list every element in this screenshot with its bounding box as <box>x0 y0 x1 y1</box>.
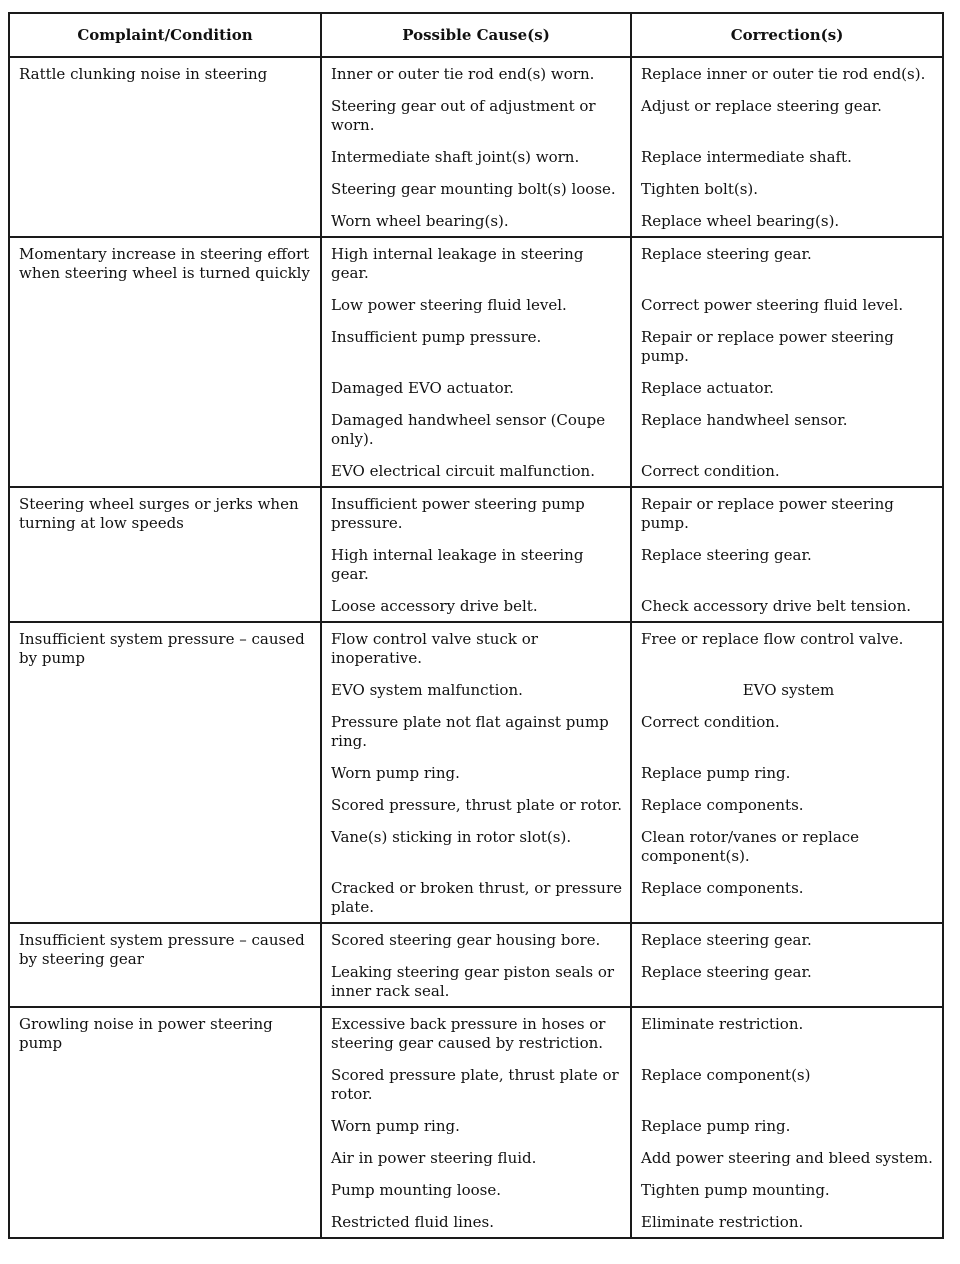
cause-item: Low power steering fluid level. <box>331 296 567 314</box>
correction-cell <box>631 487 943 622</box>
cause-item: Vane(s) sticking in rotor slot(s). <box>331 828 572 846</box>
correction-item: Tighten pump mounting. <box>641 1181 830 1199</box>
table-row <box>9 622 943 923</box>
table-header-row <box>9 13 943 57</box>
correction-item: Adjust or replace steering gear. <box>641 97 882 115</box>
cause-item: Steering gear mounting bolt(s) loose. <box>331 180 616 198</box>
cause-item: High internal leakage in steering gear. <box>331 546 584 583</box>
cause-item: Loose accessory drive belt. <box>331 597 538 615</box>
correction-item: Correct power steering fluid level. <box>641 296 904 314</box>
correction-cell <box>631 237 943 487</box>
correction-item: Free or replace flow control valve. <box>641 630 904 648</box>
cause-item: Insufficient pump pressure. <box>331 328 542 346</box>
complaint-text: Momentary increase in steering effort when steering wheel is turned quickly <box>19 245 310 282</box>
cause-item: EVO system malfunction. <box>331 681 523 699</box>
cause-item: Scored pressure, thrust plate or rotor. <box>331 796 622 814</box>
complaint-cell <box>9 1007 321 1238</box>
correction-cell <box>631 622 943 923</box>
cause-item: Damaged EVO actuator. <box>331 379 514 397</box>
correction-cell <box>631 923 943 1007</box>
cause-item: Inner or outer tie rod end(s) worn. <box>331 65 595 83</box>
correction-item: Replace steering gear. <box>641 546 812 564</box>
cause-item: High internal leakage in steering gear. <box>331 245 584 282</box>
cause-item: Restricted fluid lines. <box>331 1213 494 1231</box>
complaint-cell <box>9 237 321 487</box>
cause-cell <box>321 487 631 622</box>
header-cause: Possible Cause(s) <box>321 13 631 57</box>
complaint-cell <box>9 487 321 622</box>
correction-item: Repair or replace power steering pump. <box>641 328 894 365</box>
complaint-cell <box>9 57 321 237</box>
correction-item: Replace component(s) <box>641 1066 811 1084</box>
complaint-cell <box>9 622 321 923</box>
cause-item: Flow control valve stuck or inoperative. <box>331 630 538 667</box>
correction-item: Replace handwheel sensor. <box>641 411 848 429</box>
table-row <box>9 57 943 237</box>
correction-item: Check accessory drive belt tension. <box>641 597 912 615</box>
troubleshooting-page <box>8 12 942 1239</box>
correction-item: Replace steering gear. <box>641 245 812 263</box>
cause-item: Pressure plate not flat against pump ring. <box>331 713 609 750</box>
cause-item: Pump mounting loose. <box>331 1181 501 1199</box>
correction-item: Tighten bolt(s). <box>641 180 759 198</box>
cause-cell <box>321 622 631 923</box>
cause-item: Worn pump ring. <box>331 764 460 782</box>
correction-item: Eliminate restriction. <box>641 1213 804 1231</box>
correction-item: Replace actuator. <box>641 379 774 397</box>
correction-item: Replace pump ring. <box>641 1117 791 1135</box>
cause-item: Worn pump ring. <box>331 1117 460 1135</box>
complaint-cell <box>9 923 321 1007</box>
complaint-text: Insufficient system pressure – caused by pump <box>19 630 305 667</box>
header-complaint: Complaint/Condition <box>9 13 321 57</box>
cause-item: Insufficient power steering pump pressure. <box>331 495 585 532</box>
correction-item: Replace intermediate shaft. <box>641 148 852 166</box>
cause-item: Leaking steering gear piston seals or inner rack seal. <box>331 963 615 1000</box>
correction-item: Replace components. <box>641 796 804 814</box>
correction-item: Eliminate restriction. <box>641 1015 804 1033</box>
cause-item: Excessive back pressure in hoses or steering gear caused by restriction. <box>331 1015 606 1052</box>
correction-item: Clean rotor/vanes or replace component(s). <box>641 828 860 865</box>
correction-item: Correct condition. <box>641 713 780 731</box>
cause-item: Damaged handwheel sensor (Coupe only). <box>331 411 606 448</box>
table-row <box>9 487 943 622</box>
complaint-text: Growling noise in power steering pump <box>19 1015 273 1052</box>
cause-item: Scored steering gear housing bore. <box>331 931 601 949</box>
correction-item: Replace inner or outer tie rod end(s). <box>641 65 926 83</box>
cause-item: Cracked or broken thrust, or pressure plate. <box>331 879 622 916</box>
correction-cell <box>631 57 943 237</box>
table-row <box>9 1007 943 1238</box>
table-row <box>9 237 943 487</box>
correction-item: Replace wheel bearing(s). <box>641 212 840 230</box>
diagnosis-table <box>8 12 944 1239</box>
cause-item: Air in power steering fluid. <box>331 1149 537 1167</box>
correction-item: Replace pump ring. <box>641 764 791 782</box>
cause-item: Scored pressure plate, thrust plate or rotor. <box>331 1066 619 1103</box>
correction-item: Replace steering gear. <box>641 963 812 981</box>
cause-item: Intermediate shaft joint(s) worn. <box>331 148 580 166</box>
correction-item: Replace steering gear. <box>641 931 812 949</box>
correction-item: Repair or replace power steering pump. <box>641 495 894 532</box>
cause-item: Worn wheel bearing(s). <box>331 212 509 230</box>
cause-item: Steering gear out of adjustment or worn. <box>331 97 596 134</box>
correction-cell <box>631 1007 943 1238</box>
complaint-text: Insufficient system pressure – caused by steering gear <box>19 931 305 968</box>
table-row <box>9 923 943 1007</box>
correction-item: EVO system <box>742 681 835 699</box>
cause-cell <box>321 57 631 237</box>
header-correction: Correction(s) <box>631 13 943 57</box>
correction-item: Add power steering and bleed system. <box>641 1149 933 1167</box>
cause-cell <box>321 1007 631 1238</box>
correction-item: Replace components. <box>641 879 804 897</box>
complaint-text: Steering wheel surges or jerks when turning at low speeds <box>19 495 299 532</box>
cause-cell <box>321 923 631 1007</box>
correction-item: Correct condition. <box>641 462 780 480</box>
cause-cell <box>321 237 631 487</box>
cause-item: EVO electrical circuit malfunction. <box>331 462 595 480</box>
complaint-text: Rattle clunking noise in steering <box>19 65 268 83</box>
